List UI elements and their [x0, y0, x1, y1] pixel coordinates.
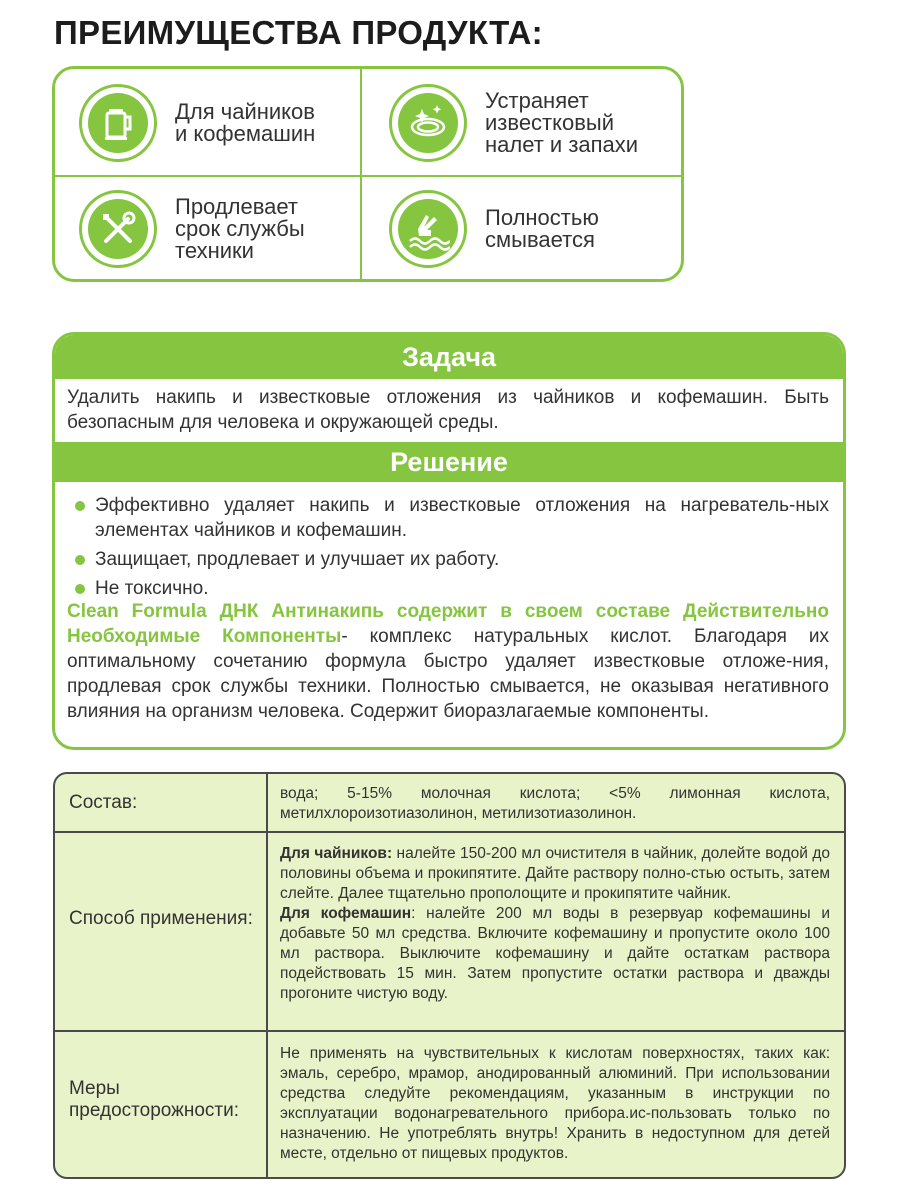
usage-label: Способ применения:	[69, 908, 253, 929]
task-solution-box	[52, 332, 846, 750]
benefits-box	[52, 66, 684, 282]
kettle-usage-label: Для чайников:	[280, 845, 393, 862]
benefit-text: Для чайников и кофемашин	[175, 99, 316, 146]
coffee-usage-text: : налейте 200 мл воды в резервуар кофемашины и добавьте 50 мл средства. Включите кофемашину и пропустите около 100 мл раствора. Выключите кофемашину и дайте остаткам раствора подействовать 15 мин. Затем пропустите остатки раствора и дважды прогоните чистую воду.	[280, 905, 830, 1002]
sparkle-swirl-icon	[389, 84, 467, 162]
precautions-label: Меры предосторожности:	[69, 1078, 239, 1121]
description-text: - комплекс натуральных кислот. Благодаря их оптимальному сочетанию формула быстро удаляет известковые отложе-ния, продлевая срок службы техники. Полностью смывается, не оказывая негативного влияния на организм человека. Содержит биоразлагаемые компоненты.	[67, 626, 829, 722]
kettle-icon	[79, 84, 157, 162]
benefit-kettles	[79, 73, 315, 173]
row-divider	[55, 1030, 844, 1032]
tools-icon	[79, 190, 157, 268]
column-divider	[266, 774, 268, 1177]
benefit-rinses	[389, 179, 599, 279]
task-header: Задача	[55, 335, 843, 379]
benefit-lifespan	[79, 179, 305, 279]
solution-header: Решение	[55, 442, 843, 482]
benefit-text: Полностью смывается	[485, 205, 599, 252]
list-item: Защищает, продлевает и улучшает их работу.	[73, 547, 829, 572]
row-divider	[55, 831, 844, 833]
list-item: Не токсично.	[73, 576, 829, 601]
divider-vertical	[360, 69, 362, 279]
divider-horizontal	[55, 175, 681, 177]
composition-value: вода; 5-15% молочная кислота; <5% лимонная кислота, метилхлороизотиазолинон, метилизотиазолинон.	[280, 785, 830, 822]
precautions-value: Не применять на чувствительных к кислотам поверхностях, таких как: эмаль, серебро, мрамор, анодированный алюминий. При использовании средства следуйте рекомендациям, указанным в инструкции по эксплуатации водонагревательного прибора.ис-пользовать только по назначению. Не употреблять внутрь! Хранить в недоступном для детей месте, отдельно от пищевых продуктов.	[280, 1045, 830, 1162]
info-table	[53, 772, 846, 1179]
kettle-usage-text: налейте 150-200 мл очистителя в чайник, долейте водой до половины объема и прокипятите. Дайте раствору полно-стью остыть, затем слейте. Далее тщательно прополощите и прокипятите чайник.	[280, 845, 830, 902]
brand-text: Clean Formula ДНК Антинакипь содержит в своем составе Действительно Необходимые Компоненты	[67, 601, 829, 647]
composition-label: Состав:	[69, 792, 138, 813]
hand-wave-icon	[389, 190, 467, 268]
product-description	[67, 599, 829, 724]
solution-list	[73, 493, 829, 605]
list-item: Эффективно удаляет накипь и известковые отложения на нагреватель-ных элементах чайников и кофемашин.	[73, 493, 829, 543]
task-text: Удалить накипь и известковые отложения из чайников и кофемашин. Быть безопасным для человека и окружающей среды.	[67, 387, 829, 433]
page-title: ПРЕИМУЩЕСТВА ПРОДУКТА:	[54, 14, 543, 51]
coffee-usage-label: Для кофемашин	[280, 905, 412, 922]
benefit-limescale	[389, 73, 638, 173]
usage-value	[280, 844, 830, 1004]
benefit-text: Устраняет известковый налет и запахи	[485, 88, 639, 157]
benefit-text: Продлевает срок службы техники	[175, 194, 305, 263]
